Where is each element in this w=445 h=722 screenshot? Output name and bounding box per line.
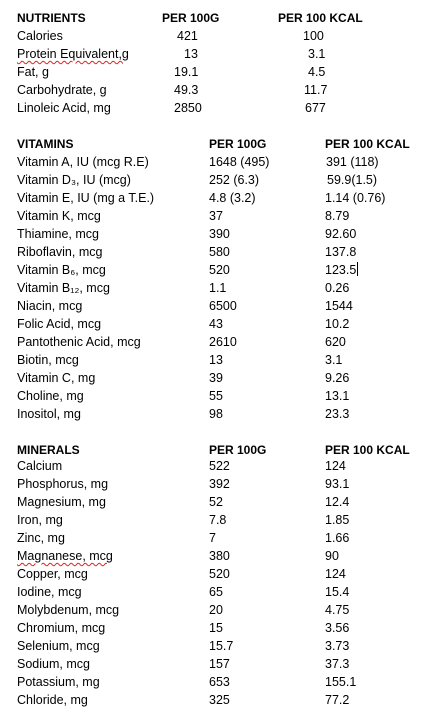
table-row [0, 691, 445, 709]
table-row [0, 81, 445, 99]
table-row [0, 333, 445, 351]
nutrient-per100g: 49.3 [174, 83, 199, 97]
vitamin-per100g: 98 [209, 407, 223, 421]
vitamin-name: Vitamin B₆, mcg [17, 263, 106, 277]
table-row [0, 405, 445, 423]
vitamin-per100g: 43 [209, 317, 223, 331]
table-row [0, 547, 445, 565]
vitamin-per100kcal: 10.2 [325, 317, 350, 331]
vitamin-name: Choline, mg [17, 389, 84, 403]
table-row [0, 63, 445, 81]
mineral-per100g: 325 [209, 693, 230, 707]
vitamin-per100g: 252 (6.3) [209, 173, 260, 187]
mineral-per100kcal: 1.66 [325, 531, 350, 545]
mineral-per100kcal: 37.3 [325, 657, 350, 671]
nutrient-name: Carbohydrate, g [17, 83, 107, 97]
table-row [0, 27, 445, 45]
vitamins-heading: VITAMINS [17, 137, 74, 151]
vitamin-per100kcal: 137.8 [325, 245, 357, 259]
mineral-per100g: 52 [209, 495, 223, 509]
table-row [0, 225, 445, 243]
mineral-name: Selenium, mcg [17, 639, 100, 653]
minerals-per100g-heading: PER 100G [209, 443, 267, 457]
table-row [0, 511, 445, 529]
mineral-name: Magnanese, mcg [17, 549, 113, 563]
table-row [0, 351, 445, 369]
vitamin-per100g: 55 [209, 389, 223, 403]
table-row [0, 297, 445, 315]
table-row [0, 565, 445, 583]
vitamin-per100g: 13 [209, 353, 223, 367]
mineral-per100g: 15 [209, 621, 223, 635]
mineral-name: Chromium, mcg [17, 621, 106, 635]
mineral-per100g: 65 [209, 585, 223, 599]
mineral-per100g: 522 [209, 459, 230, 473]
table-row [0, 387, 445, 405]
vitamin-per100kcal-cell [325, 261, 358, 279]
vitamin-name: Biotin, mcg [17, 353, 79, 367]
minerals-heading: MINERALS [17, 443, 80, 457]
vitamin-name: Vitamin E, IU (mg a T.E.) [17, 191, 155, 205]
mineral-per100g: 520 [209, 567, 230, 581]
nutrient-per100kcal: 677 [305, 101, 326, 115]
vitamin-name: Vitamin K, mcg [17, 209, 101, 223]
table-row [0, 207, 445, 225]
nutrient-per100kcal: 3.1 [308, 47, 326, 61]
mineral-per100kcal: 90 [325, 549, 339, 563]
vitamin-per100g: 520 [209, 263, 230, 277]
nutrient-name: Protein Equivalent,g [17, 47, 129, 61]
table-row [0, 45, 445, 63]
vitamin-per100g: 390 [209, 227, 230, 241]
mineral-name: Chloride, mg [17, 693, 88, 707]
nutrient-per100g: 421 [177, 29, 198, 43]
table-row [0, 279, 445, 297]
nutrient-name: Linoleic Acid, mg [17, 101, 111, 115]
mineral-per100kcal: 15.4 [325, 585, 350, 599]
table-row [0, 673, 445, 691]
text-cursor [357, 262, 358, 276]
nutrient-per100g: 19.1 [174, 65, 199, 79]
mineral-per100kcal: 12.4 [325, 495, 350, 509]
vitamin-per100g: 4.8 (3.2) [209, 191, 256, 205]
table-row [0, 99, 445, 117]
mineral-name: Sodium, mcg [17, 657, 90, 671]
table-row [0, 457, 445, 475]
nutrient-per100g: 2850 [174, 101, 202, 115]
table-row [0, 315, 445, 333]
vitamin-name: Inositol, mg [17, 407, 81, 421]
table-row [0, 153, 445, 171]
vitamin-per100kcal: 391 (118) [326, 155, 379, 169]
vitamin-per100kcal: 13.1 [325, 389, 350, 403]
mineral-per100g: 380 [209, 549, 230, 563]
mineral-name: Calcium [17, 459, 63, 473]
mineral-name: Magnesium, mg [17, 495, 106, 509]
vitamin-per100kcal: 1.14 (0.76) [325, 191, 386, 205]
vitamin-name: Folic Acid, mcg [17, 317, 102, 331]
mineral-name: Phosphorus, mg [17, 477, 109, 491]
vitamin-name: Riboflavin, mcg [17, 245, 103, 259]
nutrients-header-row [0, 9, 445, 27]
mineral-per100g: 20 [209, 603, 223, 617]
vitamin-per100g: 1.1 [209, 281, 227, 295]
mineral-per100g: 392 [209, 477, 230, 491]
mineral-per100kcal: 93.1 [325, 477, 350, 491]
mineral-per100kcal: 1.85 [325, 513, 350, 527]
mineral-per100g: 7.8 [209, 513, 227, 527]
vitamin-name: Vitamin C, mg [17, 371, 96, 385]
nutrient-name: Calories [17, 29, 63, 43]
mineral-per100g: 653 [209, 675, 230, 689]
vitamin-name: Niacin, mcg [17, 299, 83, 313]
minerals-per100kcal-heading: PER 100 KCAL [325, 443, 410, 457]
mineral-per100kcal: 124 [325, 567, 346, 581]
table-row [0, 655, 445, 673]
vitamin-name: Pantothenic Acid, mcg [17, 335, 141, 349]
vitamin-per100g: 1648 (495) [209, 155, 270, 169]
vitamin-per100kcal: 620 [325, 335, 346, 349]
mineral-per100kcal: 3.56 [325, 621, 350, 635]
vitamin-per100kcal: 123.5 [325, 263, 357, 277]
mineral-per100g: 15.7 [209, 639, 234, 653]
mineral-name: Iron, mg [17, 513, 63, 527]
nutrients-per100g-heading: PER 100G [162, 11, 220, 25]
mineral-per100kcal: 4.75 [325, 603, 350, 617]
vitamin-name: Vitamin D₃, IU (mcg) [17, 173, 131, 187]
mineral-name: Molybdenum, mcg [17, 603, 120, 617]
vitamin-per100kcal: 8.79 [325, 209, 350, 223]
vitamin-per100g: 2610 [209, 335, 237, 349]
mineral-per100kcal: 3.73 [325, 639, 350, 653]
vitamin-per100kcal: 0.26 [325, 281, 350, 295]
table-row [0, 493, 445, 511]
mineral-name: Zinc, mg [17, 531, 65, 545]
mineral-per100kcal: 77.2 [325, 693, 350, 707]
nutrients-per100kcal-heading: PER 100 KCAL [278, 11, 363, 25]
nutrients-heading: NUTRIENTS [17, 11, 86, 25]
table-row [0, 601, 445, 619]
nutrient-name: Fat, g [17, 65, 49, 79]
table-row [0, 189, 445, 207]
mineral-per100g: 157 [209, 657, 230, 671]
vitamin-per100kcal: 23.3 [325, 407, 350, 421]
table-row [0, 243, 445, 261]
mineral-per100g: 7 [209, 531, 216, 545]
vitamin-per100kcal: 59.9(1.5) [327, 173, 378, 187]
vitamins-per100g-heading: PER 100G [209, 137, 267, 151]
vitamin-per100kcal: 3.1 [325, 353, 343, 367]
vitamin-per100g: 39 [209, 371, 223, 385]
nutrient-per100g: 13 [184, 47, 198, 61]
vitamins-header-row [0, 135, 445, 153]
table-row [0, 369, 445, 387]
vitamin-per100kcal: 1544 [325, 299, 353, 313]
mineral-per100kcal: 124 [325, 459, 346, 473]
mineral-name: Copper, mcg [17, 567, 88, 581]
table-row [0, 261, 445, 279]
table-row [0, 637, 445, 655]
vitamin-per100kcal: 92.60 [325, 227, 357, 241]
table-row [0, 171, 445, 189]
mineral-per100kcal: 155.1 [325, 675, 357, 689]
nutrient-per100kcal: 100 [303, 29, 324, 43]
table-row [0, 619, 445, 637]
nutrient-per100kcal: 11.7 [304, 83, 328, 97]
vitamin-per100g: 6500 [209, 299, 237, 313]
table-row [0, 475, 445, 493]
vitamin-name: Vitamin B₁₂, mcg [17, 281, 110, 295]
mineral-name: Potassium, mg [17, 675, 100, 689]
vitamins-per100kcal-heading: PER 100 KCAL [325, 137, 410, 151]
table-row [0, 529, 445, 547]
vitamin-per100kcal: 9.26 [325, 371, 350, 385]
vitamin-per100g: 580 [209, 245, 230, 259]
vitamin-name: Vitamin A, IU (mcg R.E) [17, 155, 149, 169]
nutrient-per100kcal: 4.5 [308, 65, 326, 79]
mineral-name: Iodine, mcg [17, 585, 82, 599]
vitamin-per100g: 37 [209, 209, 223, 223]
vitamin-name: Thiamine, mcg [17, 227, 99, 241]
table-row [0, 583, 445, 601]
